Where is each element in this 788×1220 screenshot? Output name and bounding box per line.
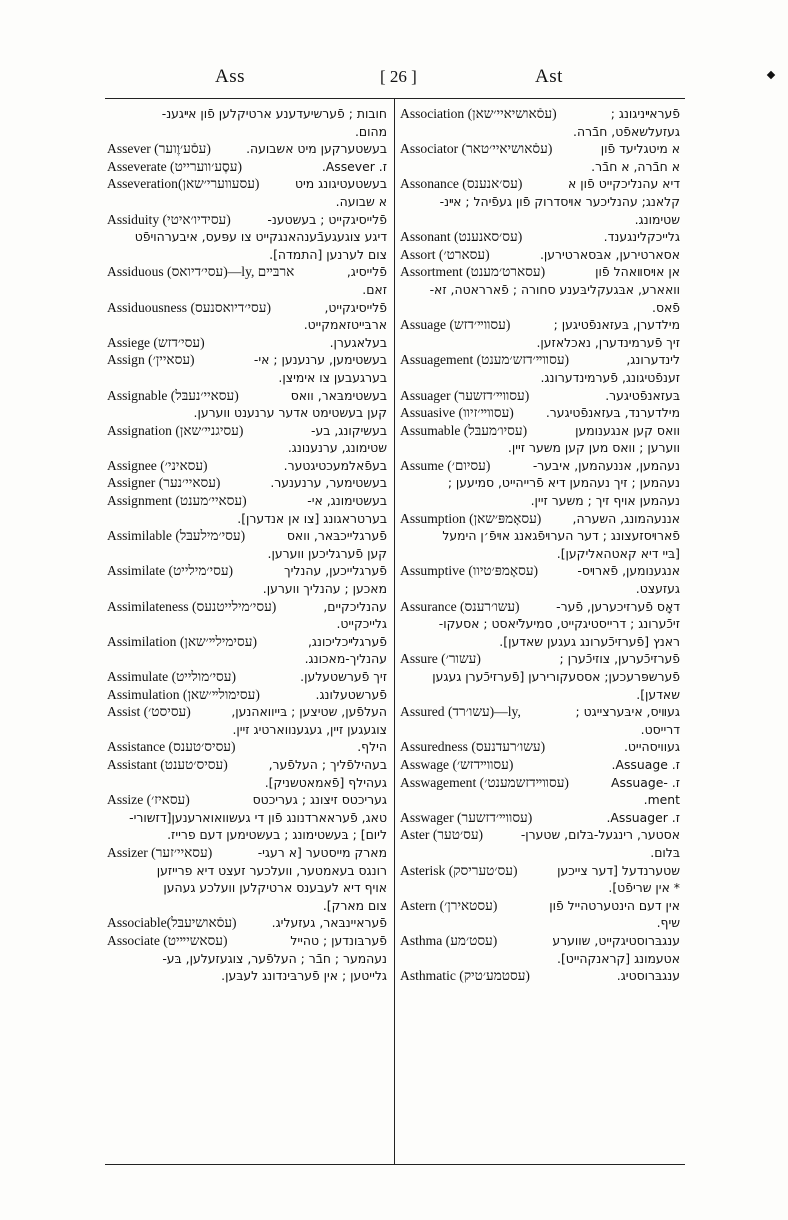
yiddish-continuation: פֿאס. [652, 299, 680, 315]
dictionary-line [107, 388, 387, 406]
headword: Assuasive (עסװײ׳זיוו) [400, 405, 514, 421]
yiddish-continuation: דיגע צוגעגעבֿענהאנגקייט צו עפּעס, איבערהויפֿט [134, 229, 387, 245]
yiddish-gloss: אן אױסװאהל פֿון [595, 264, 680, 280]
headword: Aster (עס׳טער) [400, 827, 484, 843]
yiddish-continuation: בּלום. [650, 844, 680, 860]
headword: Assimulation (עסימולײ׳שאן) [107, 686, 260, 702]
dictionary-line [400, 511, 680, 529]
headword: Assignment (עסאיי׳מענט) [107, 493, 247, 509]
dictionary-line [400, 757, 680, 775]
yiddish-continuation: שאדען]. [636, 686, 680, 702]
yiddish-gloss: בעהילפֿליך ; העלפֿער, [268, 756, 387, 772]
yiddish-gloss: ענגבּרוסטיגקייט, שווערע [552, 932, 680, 948]
headword: Assiduousness (עסי׳דיואסנעס) [107, 299, 271, 315]
headword: Assimilate (עסי׳מילייט) [107, 563, 234, 579]
yiddish-gloss: נעהמען, אננעהמען, איבער- [532, 457, 680, 473]
headword: Asterisk (עס׳טעריסק) [400, 862, 518, 878]
headword: Assume (עסיום׳) [400, 457, 491, 473]
yiddish-continuation: זיכֿערונג ; דרייסטיגקייט, סמיעליֿאסט ; אסעקו- [438, 616, 680, 632]
dictionary-line [400, 106, 680, 124]
headword: Assortment (עסארט׳מענט) [400, 264, 546, 280]
yiddish-continuation: גלייכקייט. [336, 616, 387, 632]
yiddish-gloss: פֿעראיינבּאר, געזעליג. [271, 915, 387, 931]
dictionary-line [107, 475, 387, 493]
yiddish-continuation: מאכען ; עהנליך ווערען. [262, 581, 387, 597]
yiddish-gloss: געריכטס זיצונג ; געריכטס [252, 792, 387, 808]
headword: Assort (עסארט׳) [400, 246, 490, 262]
yiddish-continuation: דרייסט. [640, 721, 680, 737]
headword: Associator (עסֿאושיאיי׳טאר) [400, 141, 553, 157]
dictionary-line [400, 704, 680, 722]
headword: Asthmatic (עסטמע׳טיק) [400, 968, 530, 984]
yiddish-gloss: פֿערזיכֿערען, צוזיכֿערן ; [559, 651, 680, 667]
headword: Assimilable (עסי׳מילעבּל) [107, 528, 246, 544]
yiddish-gloss: בעשטעטיגונג מיט [294, 176, 387, 192]
headword: Asswager (עסװײ׳דזשער) [400, 809, 533, 825]
yiddish-gloss: ענגבּרוסטיג. [616, 968, 680, 984]
yiddish-gloss: גלייכקלינגענד. [603, 229, 680, 245]
column-right [400, 106, 680, 986]
yiddish-continuation: ראנץ [פֿערזיכֿערונג געגען שאדען]. [499, 633, 680, 649]
dictionary-line [107, 352, 387, 370]
dictionary-line [107, 792, 387, 810]
dictionary-line [400, 933, 680, 951]
headword: Assiduous (עסי׳דיואס)—ly, ארבּײם [107, 264, 295, 280]
yiddish-gloss: אין דעם הינטערטהייל פֿון [549, 897, 680, 913]
yiddish-continuation: שטימונג, ערנענונג. [287, 440, 387, 456]
dictionary-line [107, 704, 387, 722]
dictionary-line [400, 863, 680, 881]
yiddish-continuation: פֿערשפּרעכען; אססעקורירען [פֿערזיכֿערן געגען [432, 669, 680, 684]
yiddish-continuation: א חבֿרה, א חבֿר. [591, 158, 680, 174]
headword: Assimilation (עסימילײ׳שאן) [107, 633, 257, 649]
yiddish-continuation: עהנליך-מאכונג. [304, 651, 387, 667]
yiddish-continuation: קלאנג; עהנליכער אױסדרוק פֿון געפֿיהל ; אײנ- [439, 193, 680, 209]
page-header [105, 66, 685, 92]
page-number: [ 26 ] [380, 67, 417, 86]
running-head-left: Ass [215, 66, 246, 87]
yiddish-gloss: ז. -Assuage [611, 774, 680, 790]
yiddish-continuation: נעהמען אויף זיך ; משער זיין. [530, 493, 680, 509]
dictionary-line [107, 687, 387, 705]
yiddish-continuation: צוגעגען זיין, געגענווארטיג זיין. [232, 721, 387, 737]
yiddish-continuation: געהילף [פֿאמאטשניק]. [264, 774, 387, 790]
yiddish-gloss: בעשיקונג, בע- [311, 422, 387, 438]
yiddish-continuation: ווערען ; וואס מען קען משער זיין. [507, 440, 680, 456]
yiddish-continuation: נעהמען ; זיך נעהמען דיא פֿרייהייט, סמיעען ; [447, 475, 680, 491]
yiddish-gloss: ז. Assuager. [606, 809, 680, 825]
yiddish-gloss: ז. Assever. [321, 158, 387, 174]
yiddish-gloss: אסארטירען, אבּסארטירען. [539, 246, 680, 262]
yiddish-continuation: וואארע, אבּגעקליבּענע סחורה ; פֿארראטה, זא- [429, 281, 680, 297]
yiddish-continuation: זיך פֿערמינדערן, נאכלאזען. [536, 334, 680, 350]
yiddish-continuation: אטעמונג [קראנקהייט]. [557, 950, 680, 966]
dictionary-line [107, 176, 387, 194]
yiddish-gloss: עהנליכקיים, [323, 598, 387, 614]
yiddish-gloss: פֿלייסיג, [346, 264, 387, 280]
headword: Assist (עסיסט׳) [107, 704, 191, 720]
yiddish-continuation: * אין שריפֿט]. [608, 880, 680, 896]
yiddish-gloss: פֿעראײניגונג ; [610, 106, 680, 121]
yiddish-continuation: מהום. [354, 123, 387, 139]
dictionary-line [400, 739, 680, 757]
yiddish-gloss: אסטער, רינגעל-בּלום, שטערן- [520, 827, 680, 843]
yiddish-gloss: אנגענומען, פֿארױס- [577, 563, 680, 579]
headword: Assistance (עסיס׳טענס) [107, 739, 236, 755]
yiddish-continuation: א שבועה. [335, 193, 387, 209]
yiddish-continuation: שיף. [656, 915, 680, 931]
yiddish-continuation: [בּיי דיא קאטהאליקען]. [556, 545, 680, 561]
headword: Assurance (עשו׳רענס) [400, 598, 520, 614]
yiddish-gloss: דיא עהנליכקייט פֿון א [568, 176, 680, 192]
headword: Assize (עסאיז׳) [107, 792, 190, 808]
dictionary-line [400, 352, 680, 370]
yiddish-gloss: פֿערגלײכליכונג, [307, 633, 387, 649]
yiddish-continuation: אויף דיא לעבענס ארטיקלען וועלכע געהען [163, 880, 387, 896]
yiddish-gloss: בעפֿאלמעכטיגטער. [283, 457, 387, 473]
dictionary-line [400, 176, 680, 194]
dictionary-line [400, 599, 680, 617]
yiddish-gloss: פֿערבּונדען ; טהייל [290, 932, 387, 948]
corner-mark [767, 71, 775, 79]
yiddish-continuation: פֿארױסזעצונג ; דער הערױפֿגאנג אױפֿ׳ן הימעל [442, 528, 680, 544]
dictionary-line [107, 634, 387, 652]
yiddish-gloss: דאָס פֿערזיכערען, פֿער- [556, 598, 680, 614]
yiddish-continuation: זאם. [362, 281, 387, 297]
headword: Assiege (עסי׳דזש) [107, 334, 205, 350]
yiddish-continuation: צום לערנען [התמדה]. [269, 246, 387, 262]
yiddish-continuation: געזעצט. [635, 581, 680, 597]
yiddish-gloss: הילף. [357, 739, 387, 755]
yiddish-gloss: בעלאגערן. [329, 334, 387, 350]
headword: Astern (עסטאירן׳) [400, 897, 498, 913]
headword: Asseverate (עסֶע׳ווערייט) [107, 158, 243, 174]
headword: Assizer (עסאיי׳זער) [107, 844, 213, 860]
headword: Assumptive (עסאָמפּ׳טיוו) [400, 563, 539, 579]
dictionary-line [400, 247, 680, 265]
yiddish-gloss: זיך פֿערשטעלען. [300, 669, 387, 684]
headword: Assimilateness (עסי׳מילייטנעס) [107, 598, 277, 614]
headword: Assumable (עסיו׳מעבּל) [400, 422, 528, 438]
dictionary-line [400, 141, 680, 159]
dictionary-line [107, 528, 387, 546]
headword: Assignable (עסאיי׳נעבּל) [107, 387, 239, 403]
dictionary-line [107, 264, 387, 282]
dictionary-line [400, 563, 680, 581]
yiddish-gloss: העלפֿען, שטיצען ; בּייוואהנען, [231, 704, 387, 720]
running-head-right: Ast [535, 66, 563, 87]
yiddish-gloss: געוויסהייט. [623, 739, 680, 755]
headword: Assured (עשו׳רד)—ly, [400, 704, 521, 720]
dictionary-line [107, 599, 387, 617]
dictionary-line [107, 915, 387, 933]
yiddish-gloss: בעשטימונג, אי- [307, 493, 387, 509]
headword: Assonance (עס׳אנענס) [400, 176, 523, 192]
yiddish-continuation: בערטראגונג [צו אן אנדערן]. [237, 510, 387, 526]
yiddish-continuation: ment. [643, 792, 680, 808]
headword: Assignation (עסיגנײ׳שאן) [107, 422, 244, 438]
dictionary-line [107, 845, 387, 863]
dictionary-line [400, 423, 680, 441]
yiddish-gloss: בעשטימער, ערנענער. [270, 475, 387, 491]
yiddish-continuation: קען בעשטימט אדער ערנענט ווערען. [193, 405, 387, 421]
headword: Assigner (עסאיי׳נער) [107, 475, 221, 491]
yiddish-gloss: שטערנדעל [דער צייכען [557, 862, 680, 878]
dictionary-line [107, 159, 387, 177]
headword: Assuager (עסװײ׳דזשער) [400, 387, 530, 403]
yiddish-gloss: מארק מייסטער [א רעגי- [257, 844, 387, 860]
yiddish-continuation: נעהמער ; חבֿר ; העלפֿער, צוגעזעלען, בּע- [162, 950, 387, 966]
headword: Assure (עשור׳) [400, 651, 481, 667]
yiddish-continuation: שטימונג. [634, 211, 680, 227]
yiddish-gloss: בּעזאנפֿטיגער. [605, 387, 680, 403]
yiddish-gloss: וואס קען אנגענומען [575, 422, 680, 438]
dictionary-line [400, 388, 680, 406]
yiddish-gloss: בעשטימבּאר, וואס [290, 387, 387, 403]
dictionary-line [107, 493, 387, 511]
yiddish-continuation: רונגס בעאמטער, וועלכער זעצט דיא פרייזען [156, 862, 387, 878]
dictionary-line [107, 458, 387, 476]
yiddish-continuation: בערגעבען צו אימיצן. [278, 369, 387, 385]
column-left [107, 106, 387, 986]
headword: Asthma (עסט׳מע) [400, 932, 498, 948]
dictionary-line [107, 739, 387, 757]
headword: Asseveration(עסעווערי׳שאן) [107, 176, 260, 192]
dictionary-line [400, 264, 680, 282]
dictionary-line [107, 335, 387, 353]
headword: Association (עסֿאושיאיי׳שאן) [400, 106, 557, 121]
dictionary-line [107, 141, 387, 159]
yiddish-continuation: ארבּייטזאמקייט. [303, 317, 387, 333]
yiddish-gloss: אננעהמונג, השערה, [572, 510, 680, 526]
yiddish-gloss: מילדערנד, בּעזאנפֿטיגער. [545, 405, 680, 421]
yiddish-continuation: צום מארק]. [322, 897, 387, 913]
yiddish-continuation: געזעלשאפֿט, חבֿרה. [573, 123, 680, 139]
headword: Associable(עסֿאושיעבּל) [107, 915, 237, 931]
yiddish-gloss: פֿערשטעלונג. [315, 686, 387, 702]
headword: Assign (עסאיין׳) [107, 352, 195, 368]
yiddish-gloss: ז. Assuage. [611, 756, 680, 772]
headword: Asswage (עסװײדזש׳) [400, 756, 514, 772]
headword: Assistant (עסיס׳טענט) [107, 756, 228, 772]
headword: Assuage (עסװײ׳דזש) [400, 317, 511, 333]
dictionary-line [400, 458, 680, 476]
dictionary-line [400, 317, 680, 335]
yiddish-gloss: א מיטגליעד פֿון [600, 141, 680, 157]
headword: Associate (עסאשיײיט) [107, 932, 228, 948]
dictionary-line [400, 651, 680, 669]
dictionary-line [107, 757, 387, 775]
yiddish-gloss: פֿערגלייכבּאר, וואס [286, 528, 387, 544]
yiddish-continuation: טאג, פֿעראארדנונג פֿון די געשוואוארענען[דזשורי- [129, 809, 387, 825]
yiddish-continuation: ליום] ; בּעשטימונג ; בעשטימען דעם פרייז. [167, 827, 387, 843]
headword: Assuredness (עשו׳רעדנעס) [400, 739, 546, 755]
dictionary-line [400, 229, 680, 247]
dictionary-line [107, 423, 387, 441]
dictionary-line [400, 775, 680, 793]
yiddish-continuation: קען פֿערגליכען ווערען. [267, 545, 387, 561]
yiddish-gloss: פֿלייסיגקייט, [324, 299, 387, 315]
dictionary-line [107, 669, 387, 687]
headword: Assumption (עסאָמפּ׳שאן) [400, 510, 542, 526]
dictionary-line [400, 968, 680, 986]
dictionary-line [107, 300, 387, 318]
rule-top [105, 98, 685, 99]
dictionary-line [400, 827, 680, 845]
rule-bottom [105, 1164, 685, 1165]
headword: Assuagement (עסװײ׳דזש׳מענט) [400, 352, 570, 368]
headword: Assimulate (עסי׳מולייט) [107, 669, 236, 684]
dictionary-line [107, 212, 387, 230]
dictionary-line [107, 563, 387, 581]
headword: Assignee (עסאיני׳) [107, 457, 208, 473]
dictionary-line [400, 405, 680, 423]
dictionary-line [107, 933, 387, 951]
yiddish-continuation: זענפֿטיגונג, פֿערמינדערונג. [540, 369, 680, 385]
yiddish-gloss: פֿלייסיגקייט ; בעשטענ- [267, 211, 387, 227]
yiddish-gloss: מילדערן, בּעזאנפֿטיגען ; [553, 317, 680, 333]
yiddish-gloss: פֿערגלייכען, עהנליך [283, 563, 387, 579]
headword: Asswagement (עסװײדזשמענט׳) [400, 774, 569, 790]
headword: Assever (עסֿע׳וֶוער) [107, 141, 211, 157]
yiddish-gloss: בעשטערקען מיט אשבועה. [246, 141, 387, 157]
yiddish-gloss: געװיס, איבּערצייגט ; [575, 704, 680, 720]
headword: Assiduity (עסידיו׳איטי) [107, 211, 231, 227]
rule-column-divider [394, 98, 395, 1164]
yiddish-continuation: גלייטען ; אין פֿערבּינדונג לעבּען. [221, 968, 387, 984]
dictionary-line [400, 810, 680, 828]
headword: Assonant (עס׳סאנענט) [400, 229, 523, 245]
yiddish-gloss: לינדערונג, [626, 352, 680, 368]
dictionary-line [400, 898, 680, 916]
yiddish-gloss: בעשטימען, ערנענען ; אי- [253, 352, 387, 368]
yiddish-continuation: חובות ; פֿערשיעדענע ארטיקלען פֿון אײגענ- [161, 106, 387, 121]
